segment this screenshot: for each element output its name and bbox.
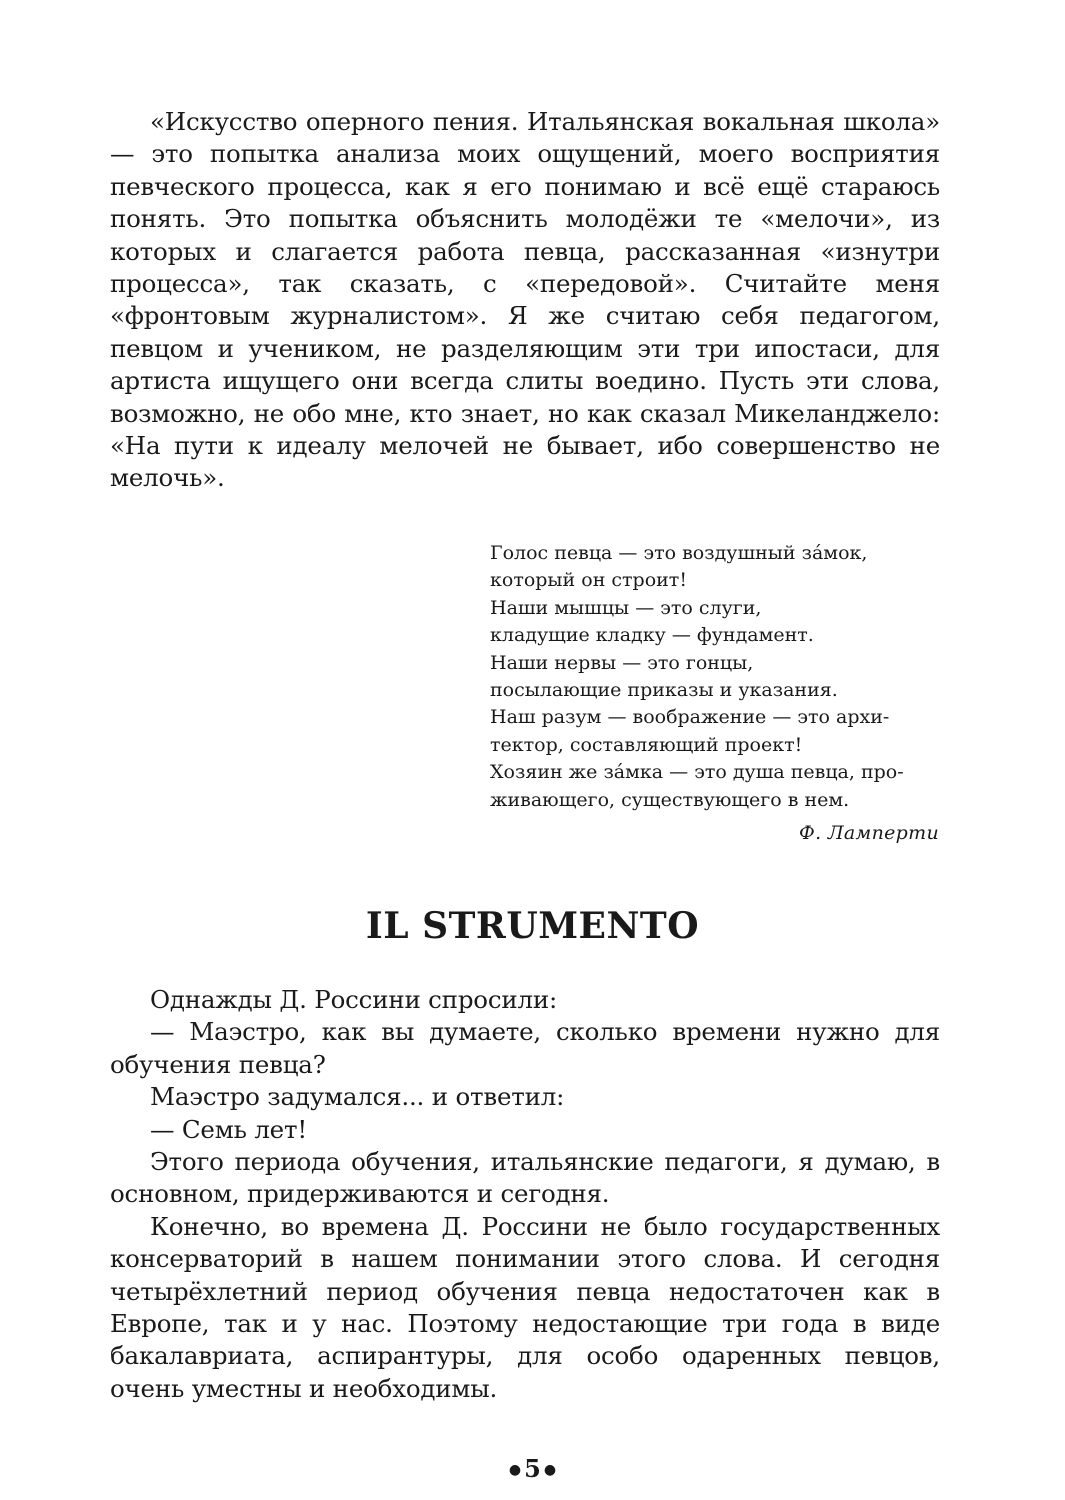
bullet-right-icon: ●: [543, 1462, 557, 1478]
epigraph-line: тектор, составляющий проект!: [490, 733, 803, 756]
epigraph-line: кладущие кладку — фундамент.: [490, 624, 814, 647]
chapter-paragraph: — Семь лет!: [150, 1114, 307, 1144]
epigraph-line: который он строит!: [490, 569, 687, 592]
page-number: [0, 1454, 1065, 1483]
intro-section: [110, 106, 940, 495]
section-title: IL STRUMENTO: [365, 905, 700, 947]
chapter-paragraph: Конечно, во времена Д. Россини не было государственных консерваторий в нашем понимании этого слова. И сегодня четырёхлетний период обучения певца недостаточен как в Европе, так и у нас. Поэтому недостающие три года в виде бакалавриата, аспирантуры, для особо одаренных певцов, очень уместны и необходимы.: [110, 1211, 940, 1403]
epigraph: [490, 540, 940, 814]
page-number-value: 5: [524, 1454, 541, 1483]
epigraph-author: Ф. Ламперти: [799, 822, 939, 844]
epigraph-line: Голос певца — это воздушный зáмок,: [490, 542, 868, 564]
chapter-paragraph: — Маэстро, как вы думаете, сколько времени нужно для обучения певца?: [110, 1017, 940, 1079]
chapter-paragraph: Этого периода обучения, итальянские педагоги, я думаю, в основном, придерживаются и сегодня.: [110, 1147, 940, 1209]
epigraph-line: Наши мышцы — это слуги,: [490, 596, 762, 619]
epigraph-line: Наш разум — воображение — это архи-: [490, 706, 890, 729]
chapter-paragraph: Маэстро задумался... и ответил:: [150, 1082, 565, 1112]
intro-paragraph: «Искусство оперного пения. Итальянская вокальная школа» — это попытка анализа моих ощущений, моего восприятия певческого процесса, как я его понимаю и всё ещё стараюсь понять. Это попытка объяснить молодёжи те «мелочи», из которых и слагается работа певца, рассказанная «изнутри процесса», так сказать, с «передовой». Считайте меня «фронтовым журналистом». Я же считаю себя педагогом, певцом и учеником, не разделяющим эти три ипостаси, для артиста ищущего они всегда слиты воедино. Пусть эти слова, возможно, не обо мне, кто знает, но как сказал Микеланджело: «На пути к идеалу мелочей не бывает, ибо совершенство не мелочь».: [110, 107, 940, 493]
chapter-body: [110, 984, 940, 1405]
epigraph-line: посылающие приказы и указания.: [490, 679, 838, 702]
epigraph-line: Хозяин же зáмка — это душа певца, про-: [490, 761, 904, 784]
epigraph-line: Наши нервы — это гонцы,: [490, 651, 754, 674]
epigraph-line: живающего, существующего в нем.: [490, 788, 850, 811]
bullet-left-icon: ●: [508, 1462, 522, 1478]
chapter-paragraph: Однажды Д. Россини спросили:: [150, 985, 558, 1014]
